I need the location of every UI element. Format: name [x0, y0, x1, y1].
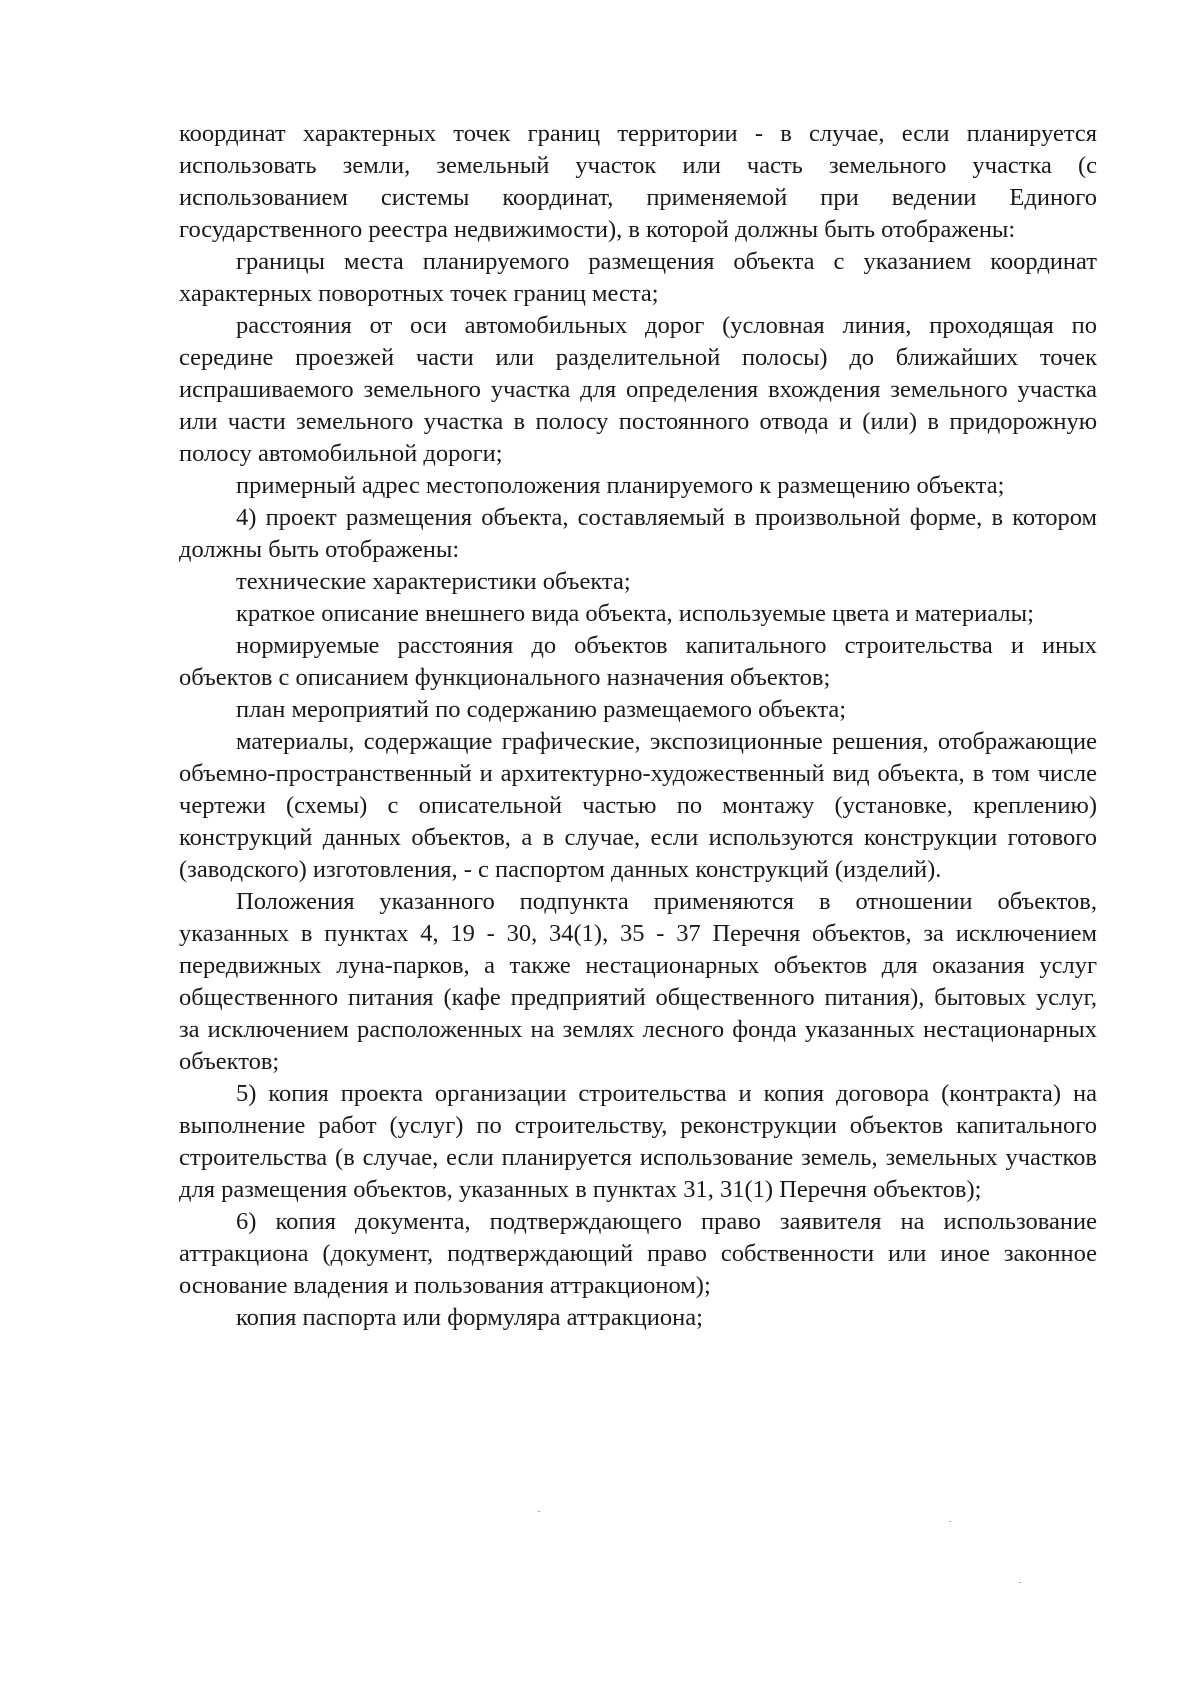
paragraph: технические характеристики объекта;	[236, 568, 631, 595]
scan-speck	[538, 1511, 540, 1512]
paragraph: материалы, содержащие графические, экспозиционные решения, отображающие объемно-пространственный и архитектурно-художественный вид объекта, в том числе чертежи (схемы) с описательной частью по монтажу (установке, креплению) конструкций данных объектов, а в случае, если используются конструкции готового (заводского) изготовления, - с паспортом данных конструкций (изделий).	[179, 728, 1097, 883]
paragraph: расстояния от оси автомобильных дорог (условная линия, проходящая по середине проезжей части или разделительной полосы) до ближайших точек испрашиваемого земельного участка для определения вхождения земельного участка или части земельного участка в полосу постоянного отвода и (или) в придорожную полосу автомобильной дороги;	[179, 312, 1097, 467]
paragraph: нормируемые расстояния до объектов капитального строительства и иных объектов с описанием функционального назначения объектов;	[179, 632, 1097, 691]
paragraph: 4) проект размещения объекта, составляемый в произвольной форме, в котором должны быть отображены:	[179, 504, 1097, 563]
paragraph: примерный адрес местоположения планируемого к размещению объекта;	[236, 472, 1005, 499]
scan-speck	[949, 1521, 951, 1522]
scan-speck	[1019, 1582, 1021, 1583]
paragraph: копия паспорта или формуляра аттракциона;	[236, 1304, 703, 1331]
paragraph: координат характерных точек границ территории - в случае, если планируется использовать земли, земельный участок или часть земельного участка (с использованием системы координат, применяемой при ведении Единого государственного реестра недвижимости), в которой должны быть отображены:	[179, 120, 1097, 243]
document-body	[179, 118, 1097, 1334]
paragraph: 5) копия проекта организации строительства и копия договора (контракта) на выполнение работ (услуг) по строительству, реконструкции объектов капитального строительства (в случае, если планируется использование земель, земельных участков для размещения объектов, указанных в пунктах 31, 31(1) Перечня объектов);	[179, 1080, 1097, 1203]
paragraph: 6) копия документа, подтверждающего право заявителя на использование аттракциона (документ, подтверждающий право собственности или иное законное основание владения и пользования аттракционом);	[179, 1208, 1097, 1299]
paragraph: краткое описание внешнего вида объекта, используемые цвета и материалы;	[236, 600, 1034, 627]
paragraph: границы места планируемого размещения объекта с указанием координат характерных поворотных точек границ места;	[179, 248, 1097, 307]
paragraph: Положения указанного подпункта применяются в отношении объектов, указанных в пунктах 4, 19 - 30, 34(1), 35 - 37 Перечня объектов, за исключением передвижных луна-парков, а также нестационарных объектов для оказания услуг общественного питания (кафе предприятий общественного питания), бытовых услуг, за исключением расположенных на землях лесного фонда указанных нестационарных объектов;	[179, 888, 1097, 1075]
paragraph: план мероприятий по содержанию размещаемого объекта;	[236, 696, 846, 723]
